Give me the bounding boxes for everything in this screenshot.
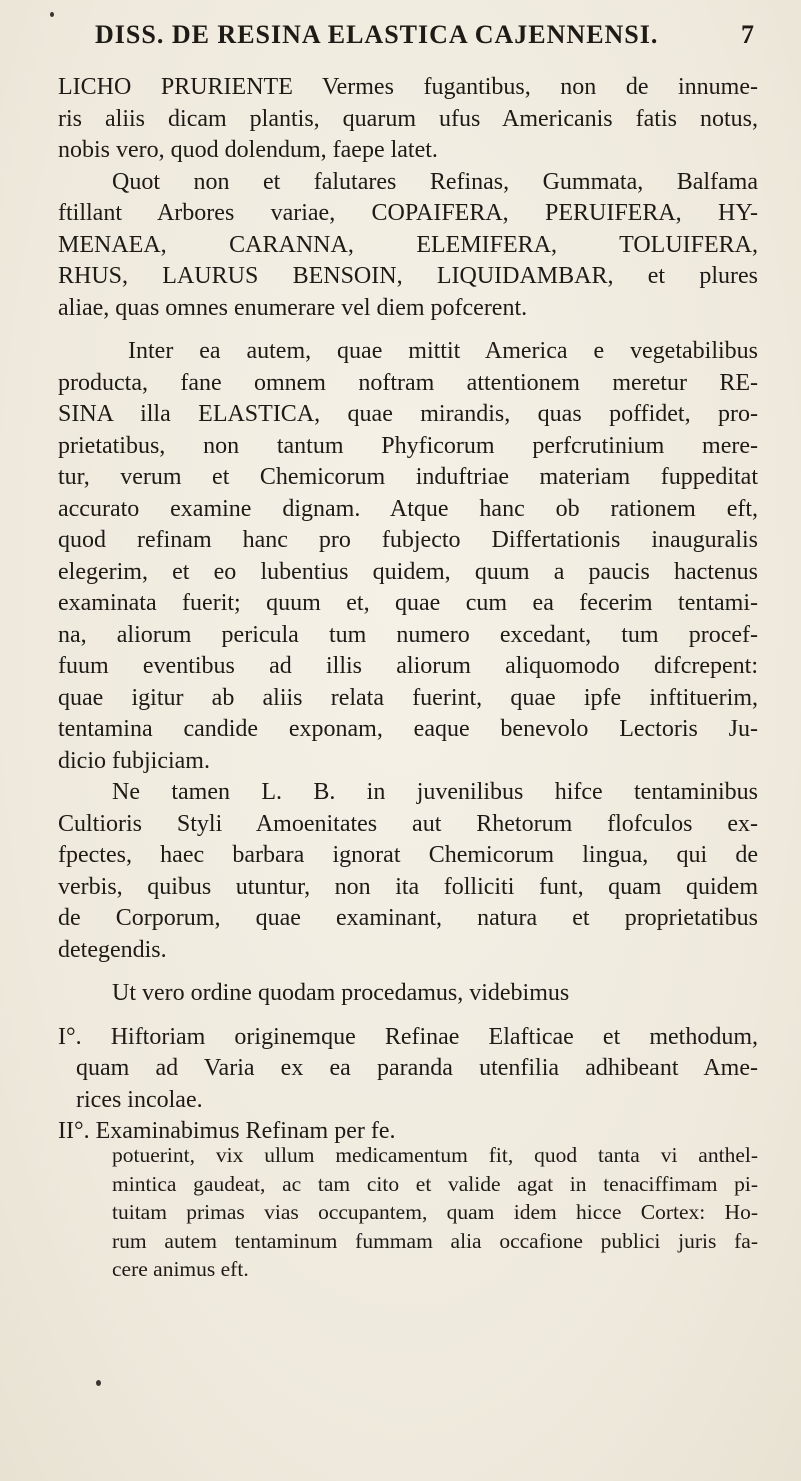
paragraph-4 [58, 777, 758, 966]
list-item-continuation: rices incolae. [76, 1086, 203, 1113]
text-line: fpectes, haec barbara ignorat Chemicorum lingua, qui de [58, 842, 758, 868]
text-line: ftillant Arbores variae, COPAIFERA, PERUIFERA, HY- [58, 200, 758, 226]
text-line: mintica gaudeat, ac tam cito et valide agat in tenaciffimam pi- [112, 1171, 758, 1196]
list-item-second: II°. Examinabimus Refinam per fe. [58, 1118, 396, 1144]
bleed-through-text [58, 1141, 758, 1284]
text-line: RHUS, LAURUS BENSOIN, LIQUIDAMBAR, et plures [58, 263, 758, 289]
text-line: dicio fubjiciam. [58, 747, 210, 774]
text-line: Cultioris Styli Amoenitates aut Rhetorum flofculos ex- [58, 810, 758, 837]
text-line: tentamina candide exponam, eaque benevolo Lectoris Ju- [58, 716, 758, 742]
text-line: rum autem tentaminum fummam alia occafione publici juris fa- [112, 1228, 758, 1253]
text-line: MENAEA, CARANNA, ELEMIFERA, TOLUIFERA, [58, 231, 758, 258]
text-line: elegerim, et eo lubentius quidem, quum a paucis hactenus [58, 558, 758, 585]
ink-speck [50, 12, 54, 17]
text-line: Ut vero ordine quodam procedamus, videbimus [112, 980, 570, 1006]
running-header [95, 20, 755, 50]
list-item-first: I°. Hiftoriam originemque Refinae Elafticae et methodum, [58, 1023, 758, 1050]
text-line: accurato examine dignam. Atque hanc ob rationem eft, [58, 495, 758, 522]
text-line: LICHO PRURIENTE Vermes fugantibus, non de innume- [58, 74, 758, 100]
text-line: de Corporum, quae examinant, natura et proprietatibus [58, 905, 758, 931]
ink-speck [96, 1380, 101, 1386]
outline-list [58, 1022, 758, 1148]
text-line: Ne tamen L. B. in juvenilibus hifce tentaminibus [112, 779, 758, 805]
paragraph-3 [58, 336, 758, 777]
page-number: 7 [741, 20, 755, 49]
paragraph-2 [58, 167, 758, 325]
text-line: verbis, quibus utuntur, non ita folliciti funt, quam quidem [58, 873, 758, 900]
paragraph-1 [58, 72, 758, 167]
text-line: aliae, quas omnes enumerare vel diem pofcerent. [58, 294, 528, 321]
text-line: prietatibus, non tantum Phyficorum perfcrutinium mere- [58, 432, 758, 459]
paragraph-5 [58, 978, 758, 1010]
text-line: Quot non et falutares Refinas, Gummata, Balfama [112, 168, 758, 195]
text-line: nobis vero, quod dolendum, faepe latet. [58, 137, 438, 163]
text-line: potuerint, vix ullum medicamentum fit, quod tanta vi anthel- [112, 1143, 758, 1167]
text-line: SINA illa ELASTICA, quae mirandis, quas poffidet, pro- [58, 401, 758, 427]
text-line: producta, fane omnem noftram attentionem meretur RE- [58, 369, 758, 396]
text-line: na, aliorum pericula tum numero excedant, tum procef- [58, 621, 758, 648]
text-line: examinata fuerit; quum et, quae cum ea fecerim tentami- [58, 590, 758, 616]
list-item-continuation: quam ad Varia ex ea paranda utenfilia adhibeant Ame- [76, 1055, 758, 1081]
text-line: tuitam primas vias occupantem, quam idem hicce Cortex: Ho- [112, 1200, 758, 1224]
text-line: cere animus eft. [112, 1257, 249, 1281]
text-line: quae igitur ab aliis relata fuerint, quae ipfe inftituerim, [58, 684, 758, 711]
text-line: tur, verum et Chemicorum induftriae materiam fuppeditat [58, 464, 758, 490]
text-line: quod refinam hanc pro fubjecto Differtationis inauguralis [58, 527, 758, 553]
text-line: Inter ea autem, quae mittit America e vegetabilibus [128, 338, 758, 364]
text-line: fuum eventibus ad illis aliorum aliquomodo difcrepent: [58, 653, 758, 679]
text-line: detegendis. [58, 936, 167, 963]
header-title: DISS. DE RESINA ELASTICA CAJENNENSI. [95, 20, 659, 49]
main-text [58, 72, 758, 1148]
text-line: ris aliis dicam plantis, quarum ufus Americanis fatis notus, [58, 105, 758, 132]
